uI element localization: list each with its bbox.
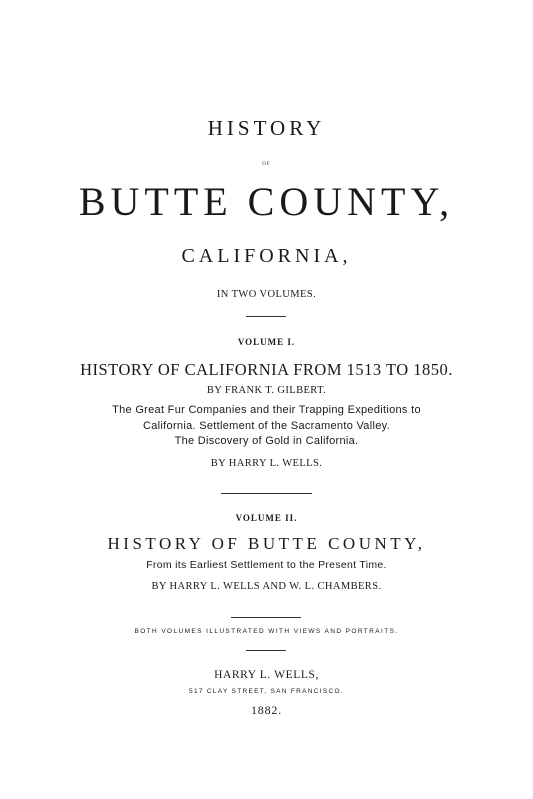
volume-one-heading: VOLUME I. (237, 337, 296, 347)
volume-one-description-line: The Discovery of Gold in California. (174, 435, 359, 447)
title-history: HISTORY (207, 116, 326, 140)
publisher-name: HARRY L. WELLS, (214, 669, 319, 681)
title-of: OF (262, 162, 271, 167)
divider-1 (246, 316, 286, 317)
divider-3 (231, 617, 301, 618)
volume-one-author: BY FRANK T. GILBERT. (206, 385, 327, 396)
volumes-note: IN TWO VOLUMES. (216, 289, 317, 300)
publication-year: 1882. (251, 703, 282, 717)
illustrated-note: BOTH VOLUMES ILLUSTRATED WITH VIEWS AND PORTRAITS. (134, 628, 399, 635)
volume-one-description-line: The Great Fur Companies and their Trapping Expeditions to (112, 404, 421, 416)
volume-one-title: HISTORY OF CALIFORNIA FROM 1513 TO 1850. (80, 360, 453, 379)
volume-one-author-2: BY HARRY L. WELLS. (210, 458, 323, 469)
divider-4 (246, 650, 286, 651)
volume-two-heading: VOLUME II. (235, 513, 298, 523)
divider-2 (221, 493, 312, 494)
volume-two-subtitle: From its Earliest Settlement to the Present Time. (146, 559, 387, 571)
title-california: CALIFORNIA, (181, 245, 352, 267)
volume-one-description-line: California. Settlement of the Sacramento Valley. (143, 420, 390, 432)
volume-two-author: BY HARRY L. WELLS AND W. L. CHAMBERS. (151, 581, 382, 592)
publisher-address: 517 CLAY STREET, SAN FRANCISCO. (189, 688, 344, 695)
title-butte-county: BUTTE COUNTY, (78, 179, 455, 224)
volume-two-title: HISTORY OF BUTTE COUNTY, (107, 534, 426, 553)
